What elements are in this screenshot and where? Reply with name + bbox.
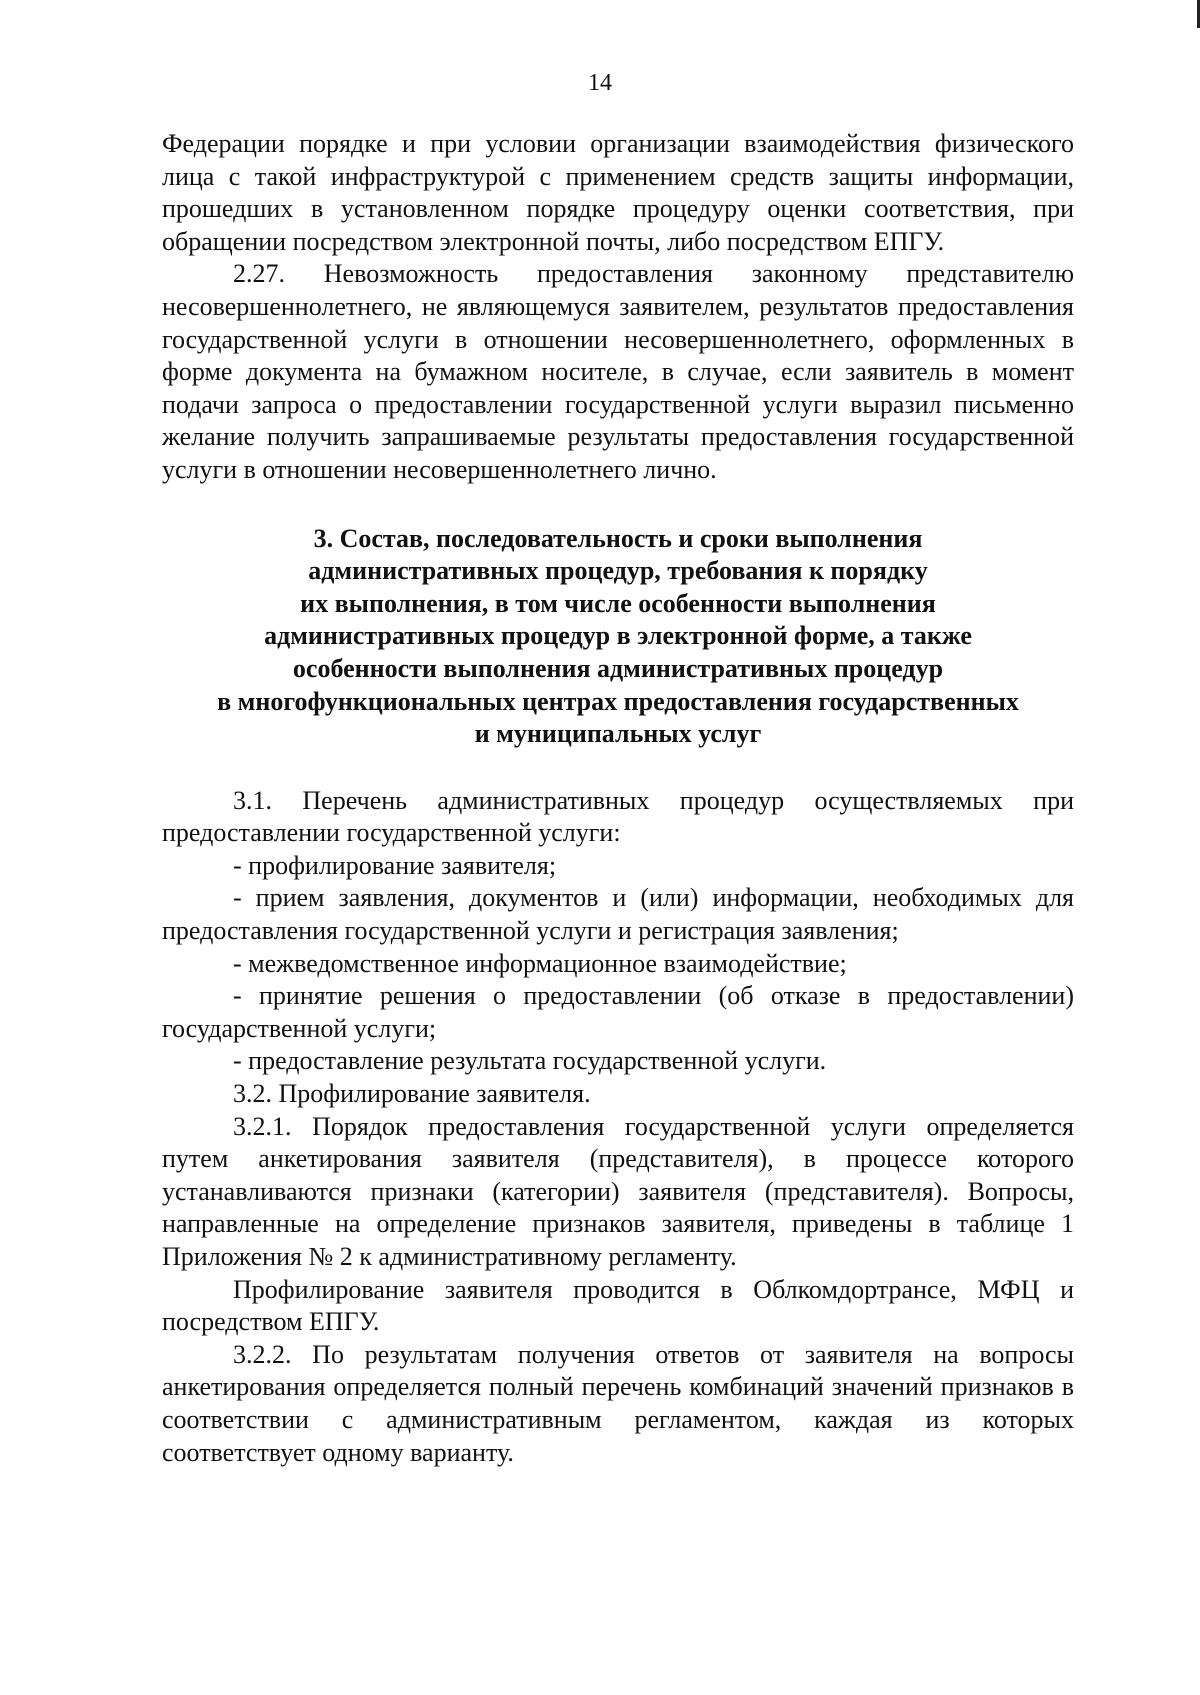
heading-line: 3. Состав, последовательность и сроки выполнения <box>313 523 923 553</box>
paragraph-3-2-2: 3.2.2. По результатам получения ответов от заявителя на вопросы анкетирования определяется полный перечень комбинаций значений признаков в соответствии с административным регламентом, каждая из которых соответствует одному варианту. <box>162 1339 1074 1467</box>
paragraph-3-2-1: 3.2.1. Порядок предоставления государственной услуги определяется путем анкетирования заявителя (представителя), в процессе которого устанавливаются признаки (категории) заявителя (представителя). Вопросы, направленные на определение признаков заявителя, приведены в таблице 1 Приложения № 2 к административному регламенту. <box>162 1111 1074 1271</box>
paragraph-2-27: 2.27. Невозможность предоставления законному представителю несовершеннолетнего, не являющемуся заявителем, результатов предоставления государственной услуги в отношении несовершеннолетнего, оформленных в форме документа на бумажном носителе, в случае, если заявитель в момент подачи запроса о предоставлении государственной услуги выразил письменно желание получить запрашиваемые результаты предоставления государственной услуги в отношении несовершеннолетнего лично. <box>162 259 1074 484</box>
heading-line: и муниципальных услуг <box>474 719 762 749</box>
heading-line: административных процедур, требования к порядку <box>308 556 928 586</box>
paragraph-3-1: 3.1. Перечень административных процедур осуществляемых при предоставлении государственной услуги: <box>162 785 1074 848</box>
heading-line: административных процедур в электронной форме, а также <box>264 621 972 651</box>
document-body <box>162 128 1074 1469</box>
page-number: 14 <box>588 70 612 96</box>
list-item-application-intake: - прием заявления, документов и (или) информации, необходимых для предоставления государственной услуги и регистрация заявления; <box>162 883 1074 946</box>
list-item-result-delivery: - предоставление результата государственной услуги. <box>233 1046 827 1076</box>
list-item-interagency-interaction: - межведомственное информационное взаимодействие; <box>233 948 847 978</box>
heading-line: их выполнения, в том числе особенности выполнения <box>300 588 936 618</box>
heading-line: в многофункциональных центрах предоставления государственных <box>217 686 1019 716</box>
list-item-decision: - принятие решения о предоставлении (об отказе в предоставлении) государственной услуги; <box>162 981 1074 1043</box>
paragraph-continuation: Федерации порядке и при условии организации взаимодействия физического лица с такой инфраструктурой с применением средств защиты информации, прошедших в установленном порядке процедуру оценки соответствия, при обращении посредством электронной почты, либо посредством ЕПГУ. <box>162 129 1074 256</box>
section-3-heading <box>162 523 1074 751</box>
paragraph-profiling-venues: Профилирование заявителя проводится в Облкомдортрансе, МФЦ и посредством ЕПГУ. <box>162 1274 1074 1337</box>
paragraph-3-2: 3.2. Профилирование заявителя. <box>233 1079 591 1109</box>
list-item-profiling: - профилирование заявителя; <box>233 850 557 880</box>
heading-line: особенности выполнения административных процедур <box>292 653 944 683</box>
